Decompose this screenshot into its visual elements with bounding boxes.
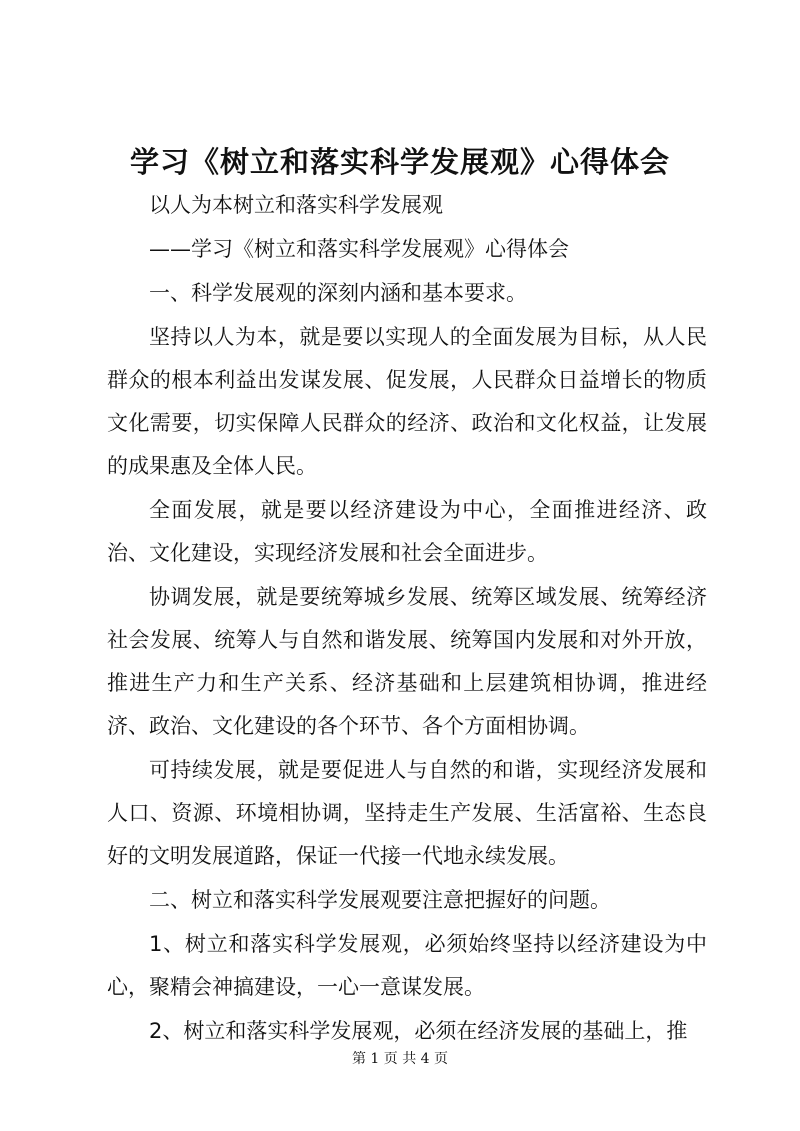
- paragraph: 1、树立和落实科学发展观，必须始终坚持以经济建设为中心，聚精会神搞建设，一心一意谋发展。: [107, 932, 707, 999]
- document-body: [107, 184, 707, 1053]
- paragraph: 坚持以人为本，就是要以实现人的全面发展为目标，从人民群众的根本利益出发谋发展、促发展，人民群众日益增长的物质文化需要，切实保障人民群众的经济、政治和文化权益，让发展的成果惠及全体人民。: [107, 325, 707, 478]
- paragraph-subtitle: 以人为本树立和落实科学发展观: [149, 193, 443, 217]
- paragraph-subtitle-dash: ——学习《树立和落实科学发展观》心得体会: [149, 237, 569, 261]
- paragraph-section-heading-2: 二、树立和落实科学发展观要注意把握好的问题。: [149, 888, 611, 912]
- paragraph-section-heading-1: 一、科学发展观的深刻内涵和基本要求。: [149, 281, 527, 305]
- document-title: 学习《树立和落实科学发展观》心得体会: [129, 145, 670, 179]
- paragraph: 协调发展，就是要统筹城乡发展、统筹区域发展、统筹经济社会发展、统筹人与自然和谐发展、统筹国内发展和对外开放，推进生产力和生产关系、经济基础和上层建筑相协调，推进经济、政治、文化建设的各个环节、各个方面相协调。: [107, 585, 707, 738]
- paragraph: 2、树立和落实科学发展观，必须在经济发展的基础上，推: [149, 1019, 688, 1043]
- paragraph: 可持续发展，就是要促进人与自然的和谐，实现经济发展和人口、资源、环境相协调，坚持走生产发展、生活富裕、生态良好的文明发展道路，保证一代接一代地永续发展。: [107, 758, 707, 868]
- page-footer: 第 1 页 共 4 页: [351, 1051, 449, 1067]
- paragraph: 全面发展，就是要以经济建设为中心，全面推进经济、政治、文化建设，实现经济发展和社会全面进步。: [107, 498, 707, 565]
